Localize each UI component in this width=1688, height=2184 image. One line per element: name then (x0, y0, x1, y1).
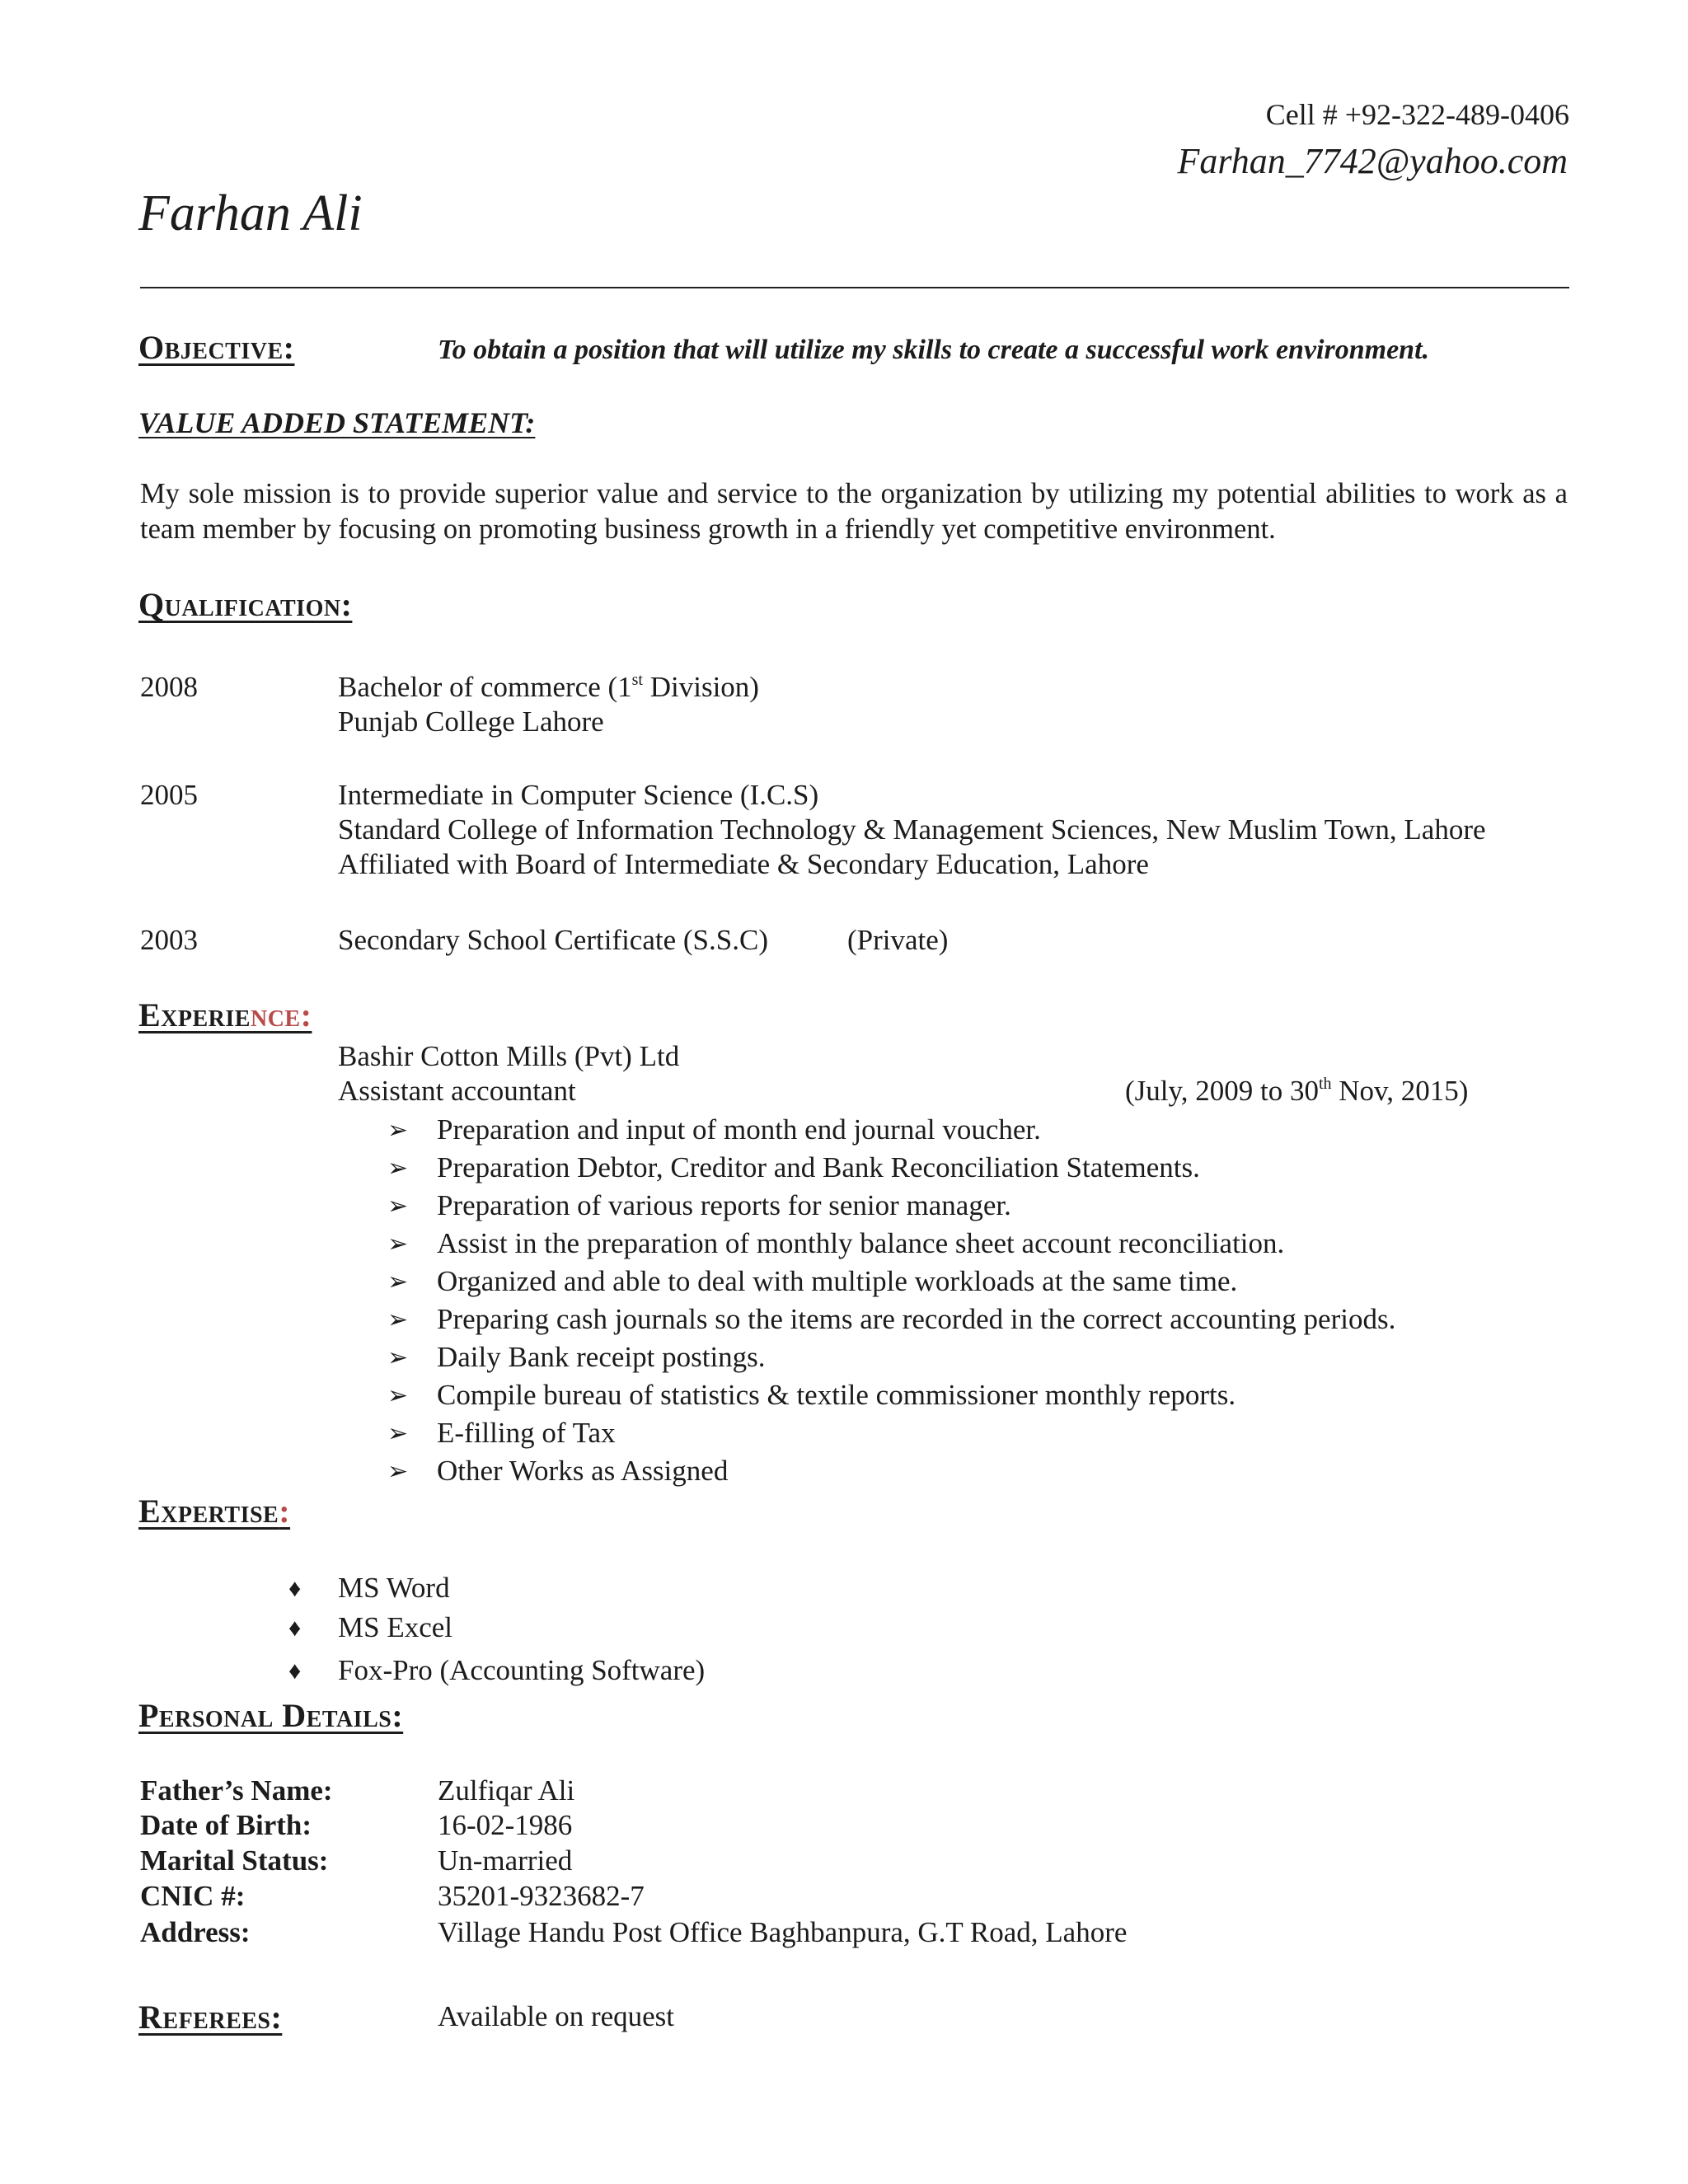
qualification-degree: Secondary School Certificate (S.S.C) (338, 924, 768, 956)
objective-text: To obtain a position that will utilize my skills to create a successful work environment. (438, 335, 1430, 365)
experience-duty-item: Daily Bank receipt postings. (437, 1341, 766, 1373)
referees-heading: Referees: (138, 1999, 283, 2036)
arrow-bullet-icon: ➢ (387, 1193, 409, 1220)
experience-duty-item: Preparing cash journals so the items are recorded in the correct accounting periods. (437, 1303, 1396, 1335)
header-divider (140, 287, 1569, 288)
personal-detail-label: Address: (140, 1916, 251, 1948)
experience-duty-item: E-filling of Tax (437, 1417, 616, 1449)
experience-role: Assistant accountant (338, 1075, 576, 1107)
qualification-degree: Intermediate in Computer Science (I.C.S) (338, 779, 819, 811)
arrow-bullet-icon: ➢ (387, 1382, 409, 1409)
arrow-bullet-icon: ➢ (387, 1230, 409, 1258)
experience-period: (July, 2009 to 30th Nov, 2015) (1125, 1075, 1469, 1107)
objective-heading: Objective: (138, 329, 295, 366)
qualification-affiliation: Affiliated with Board of Intermediate & Secondary Education, Lahore (338, 848, 1149, 880)
expertise-item: Fox-Pro (Accounting Software) (338, 1654, 706, 1686)
experience-company: Bashir Cotton Mills (Pvt) Ltd (338, 1040, 680, 1072)
experience-duty-item: Preparation of various reports for senior manager. (437, 1189, 1011, 1221)
contact-email[interactable]: Farhan_7742@yahoo.com (1177, 141, 1568, 181)
personal-detail-value: Village Handu Post Office Baghbanpura, G.T Road, Lahore (438, 1916, 1128, 1948)
diamond-bullet-icon: ♦ (288, 1657, 302, 1685)
personal-detail-label: CNIC #: (140, 1880, 246, 1912)
personal-detail-value: Zulfiqar Ali (438, 1774, 575, 1807)
arrow-bullet-icon: ➢ (387, 1306, 409, 1333)
diamond-bullet-icon: ♦ (288, 1615, 302, 1642)
qualification-institution: Standard College of Information Technology & Management Sciences, New Muslim Town, Lahore (338, 813, 1486, 846)
expertise-item: MS Excel (338, 1611, 453, 1643)
experience-duty-item: Preparation and input of month end journal voucher. (437, 1113, 1041, 1146)
personal-detail-label: Date of Birth: (140, 1809, 312, 1841)
experience-duty-item: Compile bureau of statistics & textile commissioner monthly reports. (437, 1379, 1236, 1411)
arrow-bullet-icon: ➢ (387, 1117, 409, 1144)
qualification-year: 2005 (140, 779, 198, 811)
qualification-heading: Qualification: (138, 586, 353, 623)
expertise-heading: Expertise: (138, 1493, 291, 1530)
candidate-name: Farhan Ali (138, 185, 363, 241)
personal-details-heading: Personal Details: (138, 1697, 404, 1734)
experience-duty-item: Assist in the preparation of monthly balance sheet account reconciliation. (437, 1227, 1285, 1259)
personal-detail-label: Father’s Name: (140, 1774, 333, 1807)
experience-duty-item: Other Works as Assigned (437, 1455, 729, 1487)
qualification-note: (Private) (847, 924, 949, 956)
value-added-heading: VALUE ADDED STATEMENT: (138, 406, 536, 439)
personal-detail-value: 35201-9323682-7 (438, 1880, 645, 1912)
experience-duty-item: Organized and able to deal with multiple workloads at the same time. (437, 1265, 1238, 1297)
arrow-bullet-icon: ➢ (387, 1155, 409, 1182)
diamond-bullet-icon: ♦ (288, 1575, 302, 1602)
experience-heading: Experience: (138, 996, 312, 1033)
contact-phone: Cell # +92-322-489-0406 (1265, 98, 1569, 131)
personal-detail-value: 16-02-1986 (438, 1809, 573, 1841)
personal-detail-value: Un-married (438, 1844, 573, 1877)
arrow-bullet-icon: ➢ (387, 1458, 409, 1485)
arrow-bullet-icon: ➢ (387, 1344, 409, 1371)
qualification-institution: Punjab College Lahore (338, 705, 604, 738)
expertise-item: MS Word (338, 1572, 450, 1604)
qualification-year: 2003 (140, 924, 198, 956)
arrow-bullet-icon: ➢ (387, 1268, 409, 1296)
value-added-text: My sole mission is to provide superior value and service to the organization by utilizing my potential abilities to work as a team member by focusing on promoting business growth in a friendly yet competitive environment. (140, 478, 1568, 545)
qualification-degree: Bachelor of commerce (1st Division) (338, 671, 759, 703)
arrow-bullet-icon: ➢ (387, 1420, 409, 1447)
personal-detail-label: Marital Status: (140, 1844, 329, 1877)
experience-duty-item: Preparation Debtor, Creditor and Bank Reconciliation Statements. (437, 1151, 1200, 1183)
qualification-year: 2008 (140, 671, 198, 703)
referees-value: Available on request (438, 2000, 675, 2032)
